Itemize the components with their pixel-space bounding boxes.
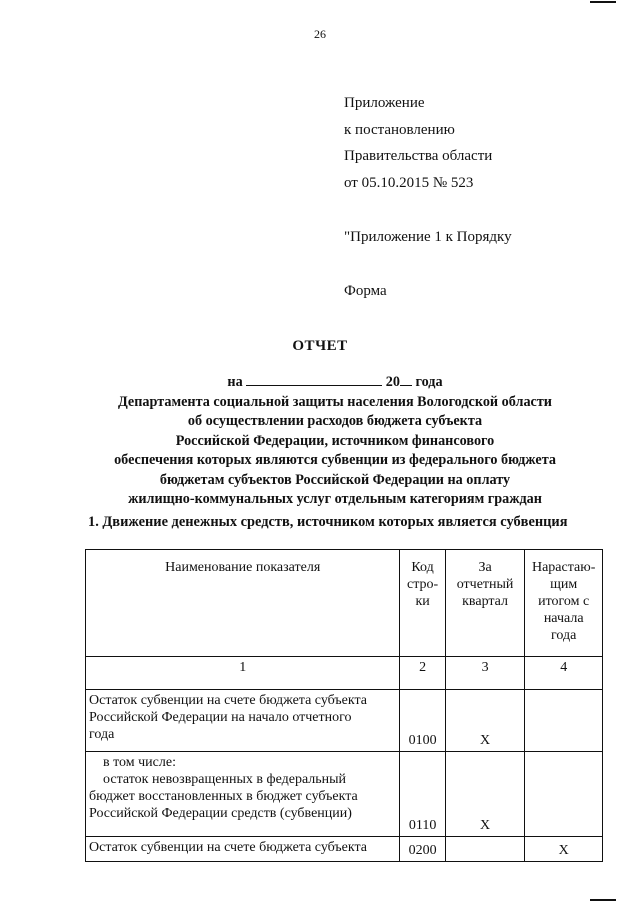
appendix-reference: "Приложение 1 к Порядку [344,229,512,245]
row-name-intro: в том числе: [103,755,176,770]
row-name-line: Остаток субвенции на счете бюджета субъекта [89,840,367,855]
table-row [86,690,603,752]
row-name [86,837,400,862]
table-row [86,752,603,837]
table-header-row [86,550,603,657]
row-cumulative-value[interactable] [525,752,603,837]
row-quarter-value[interactable]: Х [445,752,525,837]
report-heading-line: Российской Федерации, источником финансового [175,432,495,449]
year-blank-field[interactable] [400,373,412,386]
header-quarter [445,550,525,657]
report-heading-line: Департамента социальной защиты населения Вологодской области [118,393,552,410]
table-number-row [86,657,603,690]
corner-mark-bottom [590,899,616,901]
row-name-line: Остаток субвенции на счете бюджета субъекта [89,693,367,708]
form-label: Форма [344,283,387,299]
report-heading-line: обеспечения которых являются субвенции из федерального бюджета [114,452,556,468]
section-title: 1. Движение денежных средств, источником которых является субвенция [88,514,568,530]
appendix-line: Правительства области [344,148,493,164]
column-number: 3 [445,657,525,690]
header-code-line: стро- [407,577,439,592]
header-cumulative-line: итогом с [538,594,590,609]
row-name-line: Российской Федерации на начало отчетного [89,710,352,725]
header-cumulative-line: щим [550,577,578,592]
row-name [86,690,400,752]
header-code-line: ки [415,594,430,609]
header-quarter-line: За [478,560,492,575]
row-name-line: бюджет восстановленных в бюджет субъекта [89,789,358,804]
row-code: 0100 [400,690,445,752]
row-code: 0200 [400,837,445,862]
report-date-line [70,373,600,393]
table-row [86,837,603,862]
header-cumulative [525,550,603,657]
appendix-line: Приложение [344,95,425,111]
report-heading-line: жилищно-коммунальных услуг отдельным категориям граждан [128,491,542,507]
column-number: 2 [400,657,445,690]
header-quarter-line: отчетный [456,577,514,592]
header-name: Наименование показателя [86,550,400,657]
report-table [85,549,603,862]
column-number: 4 [525,657,603,690]
corner-mark-top [590,1,616,3]
header-cumulative-line: начала [543,611,584,626]
row-name-line: остаток невозвращенных в федеральный [103,772,347,787]
date-year-prefix: 20 [385,374,400,390]
row-name [86,752,400,837]
header-cumulative-line: Нарастаю- [531,560,596,575]
report-heading-line: бюджетам субъектов Российской Федерации на оплату [159,471,511,488]
row-name-line: года [89,727,115,742]
header-code [400,550,445,657]
row-name-line: Российской Федерации средств (субвенции) [89,806,352,821]
row-cumulative-value[interactable]: Х [525,837,603,862]
page-number: 26 [314,27,326,41]
report-heading-line: об осуществлении расходов бюджета субъекта [187,413,483,429]
header-code-line: Код [411,560,434,575]
appendix-line: от 05.10.2015 № 523 [344,174,474,191]
date-prefix: на [227,374,243,390]
report-heading [70,373,600,510]
header-cumulative-line: года [551,628,577,643]
appendix-block [344,93,492,199]
column-number: 1 [86,657,400,690]
row-quarter-value[interactable] [445,837,525,862]
appendix-line: к постановлению [344,121,455,138]
row-cumulative-value[interactable] [525,690,603,752]
date-year-word: года [415,374,443,390]
row-code: 0110 [400,752,445,837]
report-title: ОТЧЕТ [292,338,348,354]
header-quarter-line: квартал [462,594,508,609]
row-quarter-value[interactable]: Х [445,690,525,752]
date-blank-field[interactable] [246,373,382,386]
